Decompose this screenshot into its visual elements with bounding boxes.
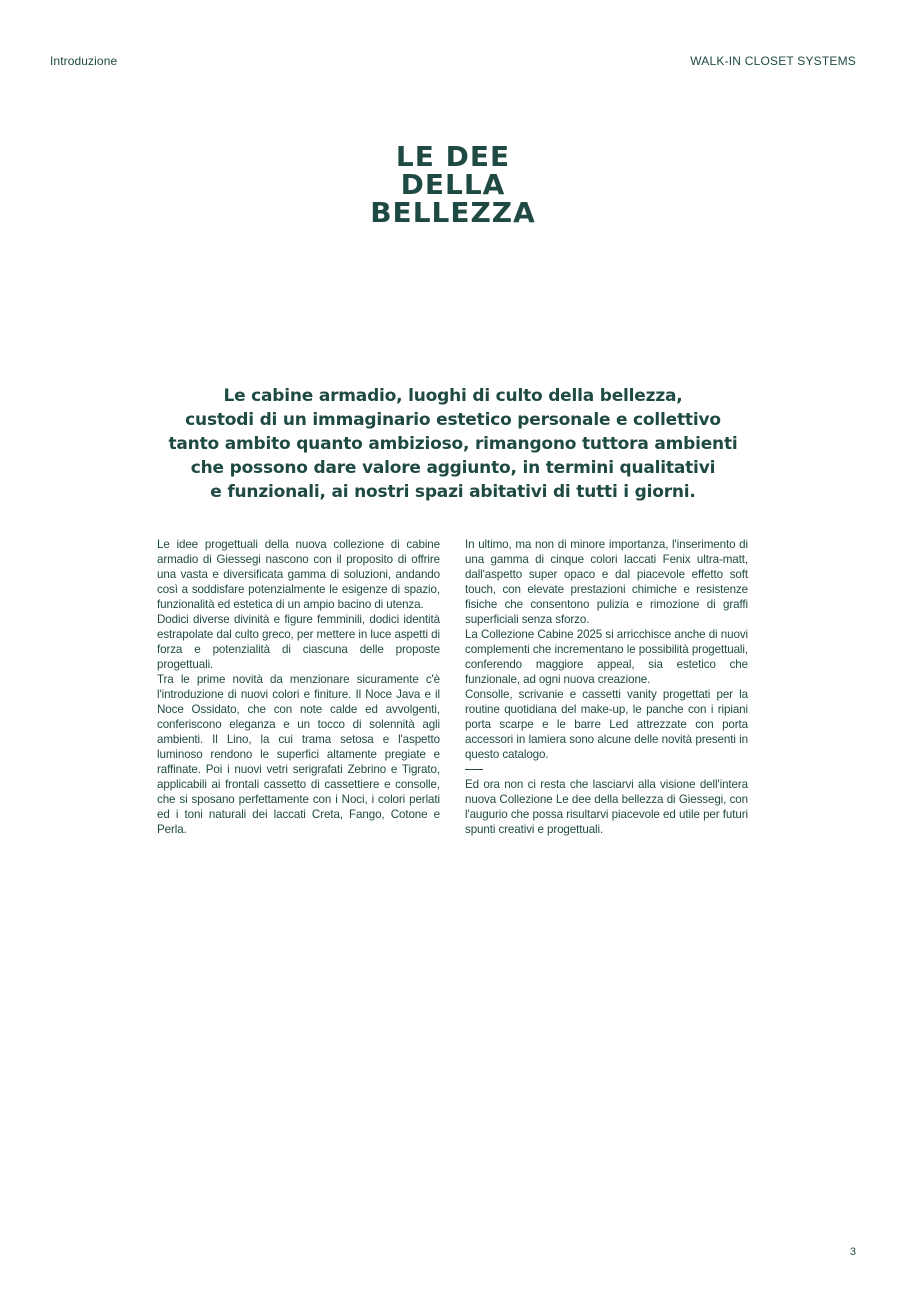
- section-label: Introduzione: [50, 54, 118, 68]
- intro-line: e funzionali, ai nostri spazi abitativi di tutti i giorni.: [210, 482, 696, 502]
- body-column-right: [465, 537, 748, 837]
- body-paragraph: Tra le prime novità da menzionare sicuramente c'è l'introduzione di nuovi colori e finiture. Il Noce Java e il Noce Ossidato, che con note calde ed avvolgenti, conferiscono eleganza e un tocco di solennità agli ambienti. Il Lino, la cui trama setosa e l'aspetto luminoso rendono le superfici altamente pregiate e raffinate. Poi i nuovi vetri serigrafati Zebrino e Tigrato, applicabili ai frontali cassetto di cassettiere e consolle, che si sposano perfettamente con i Noci, i colori perlati ed i toni naturali dei laccati Creta, Fango, Cotone e Perla.: [157, 673, 440, 836]
- body-paragraph: Dodici diverse divinità e figure femminili, dodici identità estrapolate dal culto greco, per mettere in luce aspetti di forza e potenzialità di ciascuna delle proposte progettuali.: [157, 613, 440, 671]
- page-title: [0, 140, 906, 229]
- intro-statement: [150, 384, 756, 504]
- intro-line: Le cabine armadio, luoghi di culto della bellezza,: [223, 386, 683, 406]
- body-paragraph: In ultimo, ma non di minore importanza, l'inserimento di una gamma di cinque colori laccati Fenix ultra-matt, dall'aspetto super opaco e dal piacevole effetto soft touch, con elevate prestazioni chimiche e resistenze fisiche che consentono pulizia e rimozione di graffi superficiali senza sforzo.: [465, 538, 748, 626]
- intro-line: tanto ambito quanto ambizioso, rimangono tuttora ambienti: [168, 434, 738, 454]
- closing-paragraph: Ed ora non ci resta che lasciarvi alla visione dell'intera nuova Collezione Le dee della bellezza di Giessegi, con l'augurio che possa risultarvi piacevole ed utile per futuri spunti creativi e progettuali.: [465, 778, 748, 836]
- intro-line: che possono dare valore aggiunto, in termini qualitativi: [190, 458, 716, 478]
- title-line: LE DEE: [395, 140, 511, 173]
- title-line: BELLEZZA: [370, 196, 536, 229]
- title-line: DELLA: [400, 168, 506, 201]
- body-paragraph: La Collezione Cabine 2025 si arricchisce anche di nuovi complementi che incrementano le possibilità progettuali, conferendo maggiore appeal, sia estetico che funzionale, ad ogni nuova creazione.: [465, 628, 748, 686]
- page-number: 3: [849, 1246, 856, 1258]
- brand-label: WALK-IN CLOSET SYSTEMS: [690, 54, 856, 68]
- body-paragraph: Le idee progettuali della nuova collezione di cabine armadio di Giessegi nascono con il proposito di offrire una vasta e diversificata gamma di soluzioni, andando così a soddisfare potenzialmente le esigenze di spazio, funzionalità ed estetica di un ampio bacino di utenza.: [157, 538, 440, 611]
- separator-dash: [465, 769, 483, 770]
- body-column-left: [157, 537, 440, 837]
- body-paragraph: Consolle, scrivanie e cassetti vanity progettati per la routine quotidiana del make-up, le panche con i ripiani porta scarpe e le barre Led attrezzate con porta accessori in lamiera sono alcune delle novità presenti in questo catalogo.: [465, 688, 748, 761]
- intro-line: custodi di un immaginario estetico personale e collettivo: [185, 410, 721, 430]
